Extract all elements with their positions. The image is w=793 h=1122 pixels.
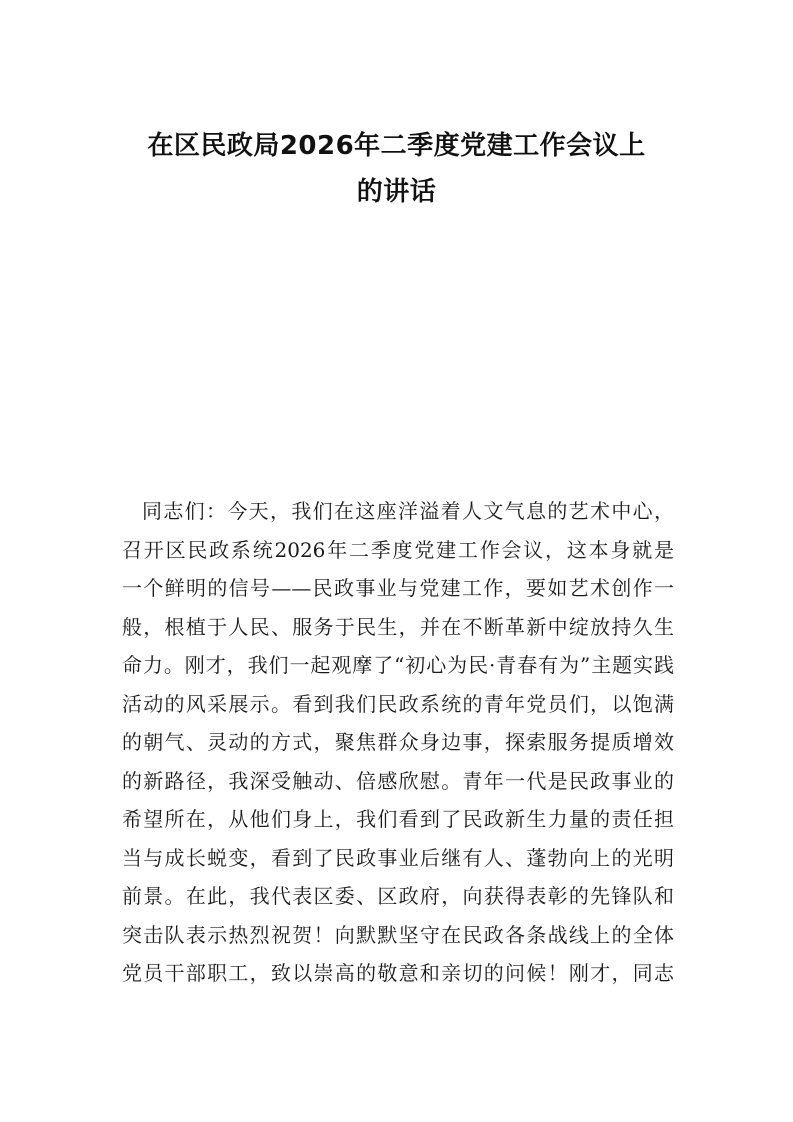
body-line: 般，根植于人民、服务于民生，并在不断革新中绽放持久生 (122, 614, 674, 639)
body-line: 活动的风采展示。看到我们民政系统的青年党员们，以饱满 (122, 691, 674, 716)
speech-body (122, 492, 674, 993)
body-line: 突击队表示热烈祝贺！向默默坚守在民政各条战线上的全体 (122, 922, 674, 947)
body-line: 召开区民政系统2026年二季度党建工作会议，这本身就是 (122, 537, 674, 562)
body-line: 当与成长蜕变，看到了民政事业后继有人、蓬勃向上的光明 (122, 845, 674, 870)
body-line: 的新路径，我深受触动、倍感欣慰。青年一代是民政事业的 (122, 768, 674, 793)
body-line: 希望所在，从他们身上，我们看到了民政新生力量的责任担 (122, 807, 674, 831)
body-line: 前景。在此，我代表区委、区政府，向获得表彰的先锋队和 (122, 884, 674, 908)
body-line: 党员干部职工，致以崇高的敬意和亲切的问候！刚才，同志 (122, 961, 674, 985)
title-line-2: 的讲话 (356, 177, 437, 207)
title-line-1: 在区民政局2026年二季度党建工作会议上 (147, 131, 646, 161)
body-line: 同志们：今天，我们在这座洋溢着人文气息的艺术中心， (142, 499, 674, 523)
body-line: 的朝气、灵动的方式，聚焦群众身边事，探索服务提质增效 (122, 730, 674, 754)
page-title (100, 123, 693, 215)
body-line: 一个鲜明的信号——民政事业与党建工作，要如艺术创作一 (122, 576, 674, 600)
body-line: 命力。刚才，我们一起观摩了“初心为民·青春有为”主题实践 (122, 653, 674, 677)
